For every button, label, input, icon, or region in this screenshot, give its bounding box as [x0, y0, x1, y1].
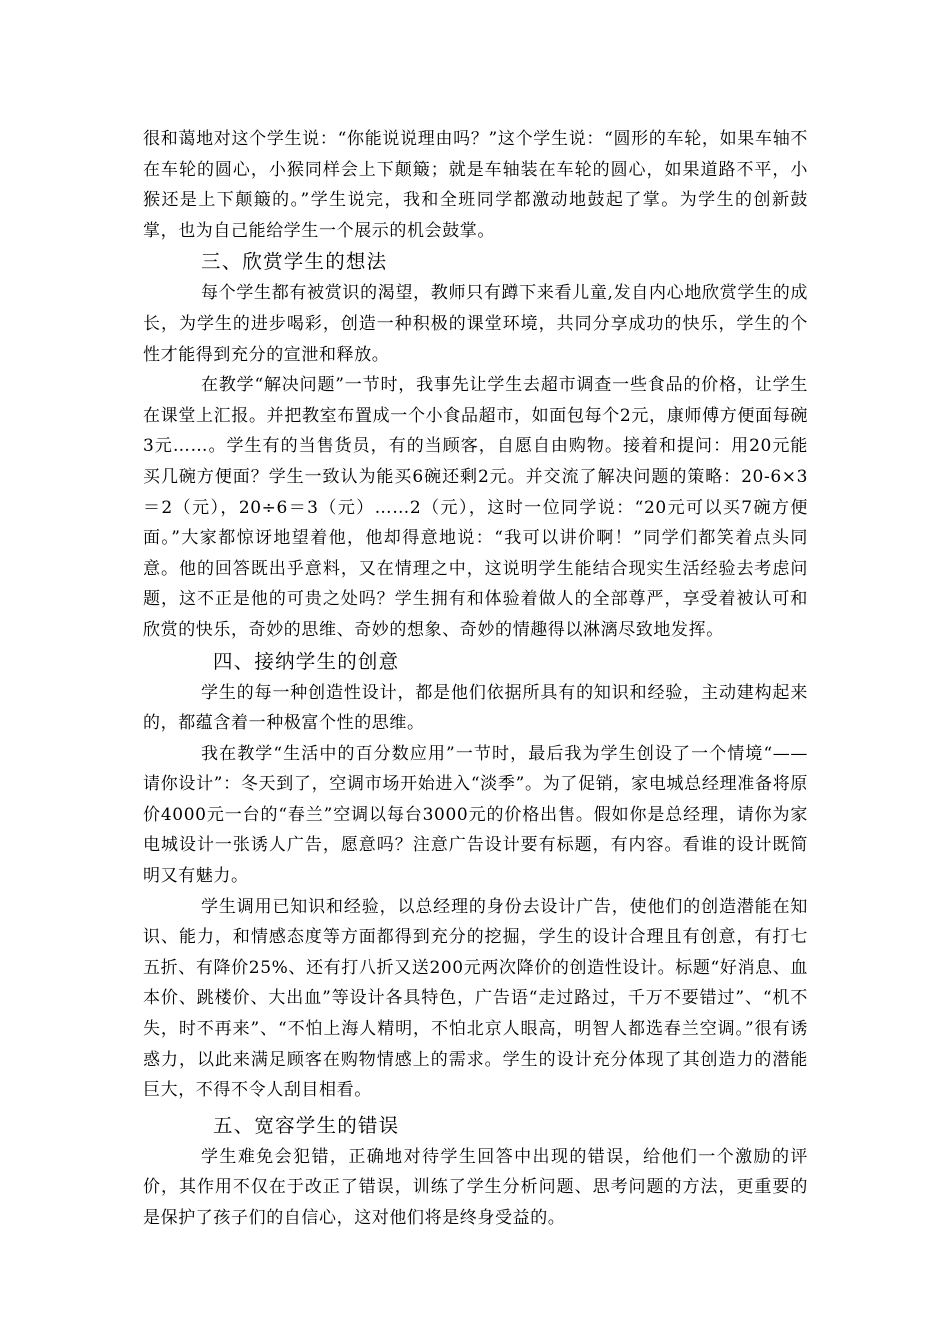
paragraph: 我在教学“生活中的百分数应用”一节时，最后我为学生创设了一个情境“——请你设计”：冬天到了，空调市场开始进入“淡季”。为了促销，家电城总经理准备将原价4000元一台的“春兰”空调以每台3000元的价格出售。假如你是总经理，请你为家电城设计一张诱人广告，愿意吗？注意广告设计要有标题，有内容。看谁的设计既简明又有魅力。 [143, 743, 808, 887]
paragraph: 学生调用已知识和经验，以总经理的身份去设计广告，使他们的创造潜能在知识、能力，和情感态度等方面都得到充分的挖掘，学生的设计合理且有创意，有打七五折、有降价25%、还有打八折又送200元两次降价的创造性设计。标题“好消息、血本价、跳楼价、大出血”等设计各具特色，广告语“走过路过，千万不要错过”、“机不失，时不再来”、“不怕上海人精明，不怕北京人眼高，明智人都选春兰空调。”很有诱惑力，以此来满足顾客在购物情感上的需求。学生的设计充分体现了其创造力的潜能巨大，不得不令人刮目相看。 [143, 896, 808, 1101]
paragraph: 在教学“解决问题”一节时，我事先让学生去超市调查一些食品的价格，让学生在课堂上汇报。并把教室布置成一个小食品超市，如面包每个2元，康师傅方便面每碗3元……。学生有的当售货员，有的当顾客，自愿自由购物。接着和提问：用20元能买几碗方便面？学生一致认为能买6碗还剩2元。并交流了解决问题的策略：20-6×3 ＝2（元），20÷6＝3（元）……2（元），这时一位同学说：“20元可以买7碗方便面。”大家都惊讶地望着他，他却得意地说：“我可以讲价啊！”同学们都笑着点头同意。他的回答既出乎意料，又在情理之中，这说明学生能结合现实生活经验去考虑问题，这不正是他的可贵之处吗？学生拥有和体验着做人的全部尊严，享受着被认可和欣赏的快乐，奇妙的思维、奇妙的想象、奇妙的情趣得以淋漓尽致地发挥。 [143, 375, 808, 640]
paragraph: 每个学生都有被赏识的渴望，教师只有蹲下来看儿童,发自内心地欣赏学生的成长，为学生的进步喝彩，创造一种积极的课堂环境，共同分享成功的快乐，学生的个性才能得到充分的宣泄和释放。 [143, 283, 808, 365]
section-heading-3: 三、欣赏学生的想法 [201, 250, 388, 274]
section-heading-4: 四、接纳学生的创意 [213, 649, 400, 673]
paragraph: 学生难免会犯错，正确地对待学生回答中出现的错误，给他们一个激励的评价，其作用不仅在于改正了错误，训练了学生分析问题、思考问题的方法，更重要的是保护了孩子们的自信心，这对他们将是终身受益的。 [143, 1146, 808, 1228]
paragraph-continuation: 很和蔼地对这个学生说：“你能说说理由吗？”这个学生说：“圆形的车轮，如果车轴不在车轮的圆心，小猴同样会上下颠簸；就是车轴装在车轮的圆心，如果道路不平，小猴还是上下颠簸的。”学生说完，我和全班同学都激动地鼓起了掌。为学生的创新鼓掌，也为自己能给学生一个展示的机会鼓掌。 [143, 129, 808, 241]
document-body [143, 124, 808, 1234]
paragraph: 学生的每一种创造性设计，都是他们依据所具有的知识和经验，主动建构起来的，都蕴含着一种极富个性的思维。 [143, 682, 808, 734]
section-heading-5: 五、宽容学生的错误 [213, 1113, 400, 1137]
